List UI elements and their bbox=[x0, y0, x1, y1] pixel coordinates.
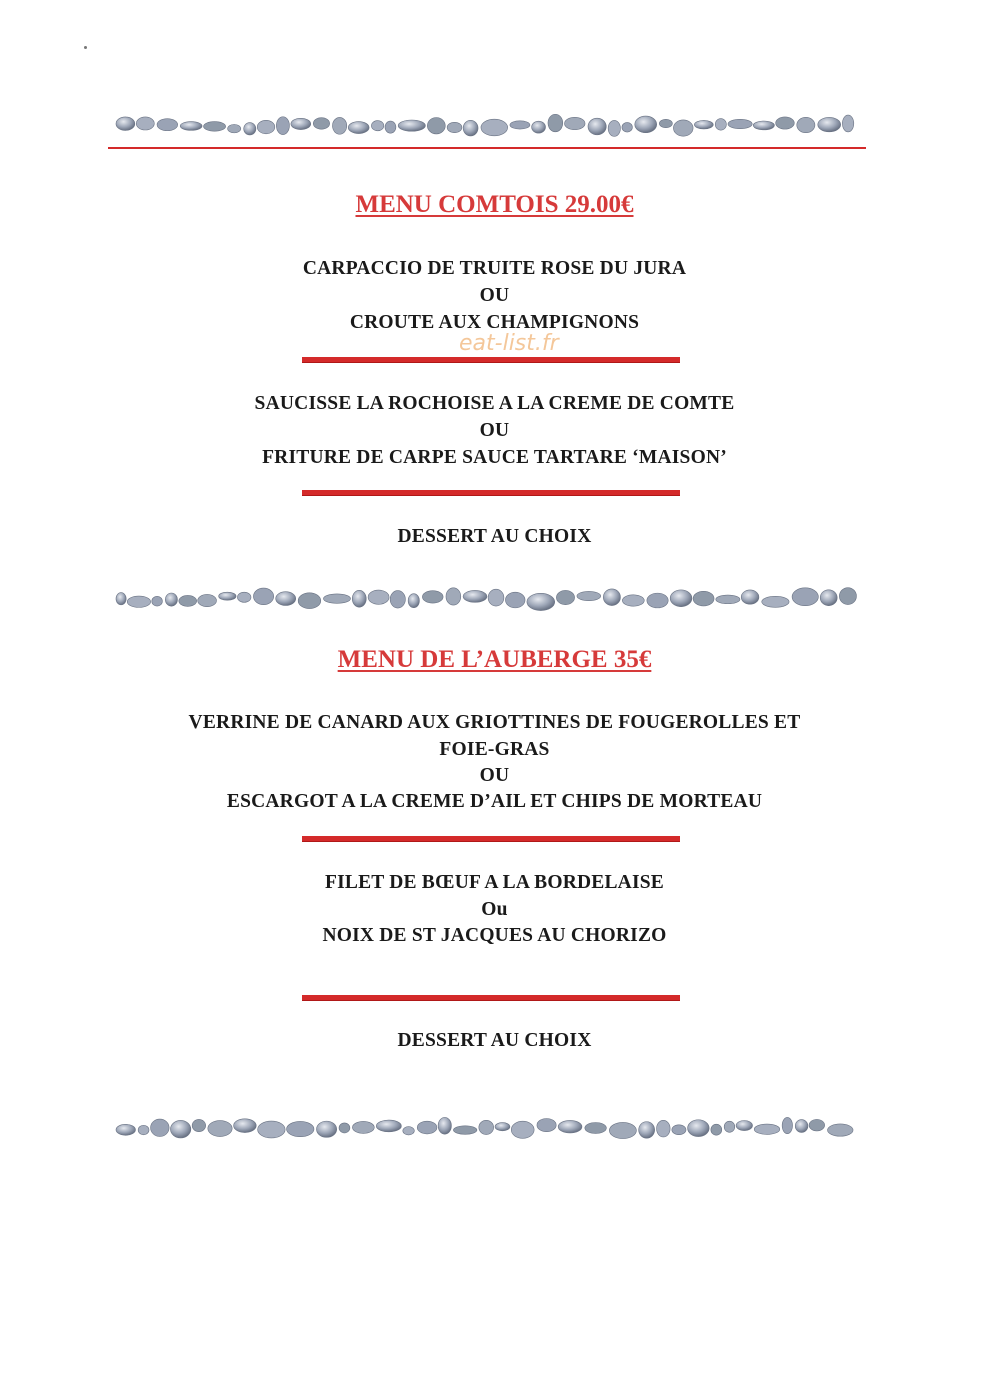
menu-comtois-title: MENU COMTOIS 29.00€ bbox=[355, 191, 634, 218]
pebble bbox=[313, 118, 329, 130]
pebble bbox=[711, 1124, 722, 1135]
pebble bbox=[622, 122, 632, 132]
pebble bbox=[622, 595, 644, 606]
pebble bbox=[688, 1120, 710, 1137]
pebble bbox=[136, 117, 154, 130]
pebble bbox=[693, 591, 714, 606]
pebble bbox=[670, 590, 692, 607]
pebble bbox=[588, 118, 606, 135]
pebble bbox=[842, 115, 853, 132]
pebble bbox=[635, 116, 657, 133]
pebble bbox=[348, 122, 369, 134]
menu1-divider-1 bbox=[302, 357, 680, 362]
pebble bbox=[828, 1124, 853, 1136]
pebble bbox=[608, 120, 620, 136]
pebble bbox=[481, 119, 508, 136]
menu-auberge-title: MENU DE L’AUBERGE 35€ bbox=[337, 646, 652, 673]
pebble bbox=[537, 1118, 556, 1131]
pebble bbox=[371, 121, 383, 131]
pebble bbox=[198, 594, 217, 606]
pebble bbox=[152, 596, 163, 606]
pebble bbox=[754, 1124, 780, 1134]
pebble bbox=[753, 121, 774, 130]
pebble bbox=[339, 1123, 350, 1133]
pebble bbox=[352, 590, 366, 607]
pebble bbox=[782, 1117, 792, 1133]
menu1-main-line-3: FRITURE DE CARPE SAUCE TARTARE ‘MAISON’ bbox=[262, 447, 727, 468]
pebble bbox=[317, 1121, 337, 1137]
pebble bbox=[809, 1119, 825, 1131]
menu2-main-line-3: NOIX DE ST JACQUES AU CHORIZO bbox=[322, 925, 667, 946]
menu1-main-line-1: SAUCISSE LA ROCHOISE A LA CREME DE COMTE bbox=[254, 393, 735, 414]
pebble bbox=[253, 588, 273, 605]
pebble bbox=[657, 1120, 671, 1137]
pebble bbox=[151, 1119, 170, 1136]
menu2-starter-line-3: OU bbox=[479, 765, 510, 786]
pebble bbox=[818, 117, 841, 131]
pebble bbox=[116, 593, 126, 605]
pebble bbox=[237, 592, 251, 602]
pebble bbox=[403, 1127, 415, 1135]
pebble bbox=[390, 591, 405, 608]
menu2-dessert: DESSERT AU CHOIX bbox=[397, 1030, 592, 1051]
pebble bbox=[463, 120, 478, 136]
pebble bbox=[352, 1121, 374, 1133]
pebble bbox=[422, 591, 443, 603]
pebble bbox=[558, 1120, 582, 1133]
pebble bbox=[398, 120, 425, 131]
pebble bbox=[376, 1120, 401, 1132]
pebble bbox=[797, 117, 815, 132]
pebble bbox=[577, 591, 601, 600]
pebble bbox=[157, 119, 178, 131]
pebble bbox=[180, 122, 202, 131]
pebble bbox=[792, 588, 818, 606]
menu2-starter-line-2: FOIE-GRAS bbox=[439, 739, 550, 760]
pebble bbox=[417, 1121, 437, 1134]
menu1-main-line-2: OU bbox=[479, 420, 510, 441]
menu2-divider-1 bbox=[302, 836, 680, 841]
pebble bbox=[505, 592, 525, 608]
pebble bbox=[715, 119, 726, 131]
pebble bbox=[447, 122, 462, 132]
pebble bbox=[556, 590, 574, 604]
menu1-starter-line-3: CROUTE AUX CHAMPIGNONS bbox=[349, 312, 640, 333]
pebble bbox=[839, 588, 856, 605]
pebble bbox=[438, 1117, 451, 1134]
pebble bbox=[179, 595, 197, 606]
pebble bbox=[385, 121, 396, 133]
pebble bbox=[694, 120, 713, 129]
pebble bbox=[138, 1125, 149, 1135]
pebble bbox=[510, 121, 530, 129]
menu2-main-line-2: Ou bbox=[481, 899, 508, 920]
pebble bbox=[724, 1121, 735, 1132]
pebble bbox=[736, 1120, 752, 1130]
pebble-border-middle bbox=[110, 584, 860, 614]
pebble bbox=[659, 119, 672, 127]
pebble bbox=[258, 1121, 286, 1138]
pebble bbox=[408, 594, 419, 608]
pebble bbox=[741, 590, 759, 604]
watermark: eat-list.fr bbox=[459, 331, 559, 356]
pebble bbox=[820, 590, 837, 606]
pebble bbox=[762, 596, 789, 607]
pebble bbox=[479, 1120, 494, 1134]
pebble bbox=[208, 1121, 232, 1137]
pebble bbox=[446, 588, 461, 605]
pebble bbox=[603, 589, 620, 606]
pebble bbox=[728, 119, 752, 128]
pebble bbox=[244, 123, 256, 135]
menu1-starter-line-1: CARPACCIO DE TRUITE ROSE DU JURA bbox=[302, 258, 687, 279]
pebble bbox=[228, 124, 241, 133]
pebble bbox=[368, 590, 389, 604]
pebble bbox=[323, 594, 350, 603]
pebble bbox=[511, 1121, 534, 1138]
pebble bbox=[527, 593, 555, 610]
pebble bbox=[116, 1124, 135, 1135]
pebble bbox=[276, 117, 289, 135]
scan-speck bbox=[84, 46, 87, 49]
pebble bbox=[647, 593, 668, 608]
menu2-divider-2 bbox=[302, 995, 680, 1000]
pebble bbox=[204, 122, 226, 132]
pebble bbox=[427, 118, 445, 134]
menu1-divider-2 bbox=[302, 490, 680, 495]
pebble bbox=[170, 1120, 190, 1138]
pebble bbox=[127, 596, 150, 607]
pebble bbox=[298, 593, 321, 609]
pebble bbox=[488, 589, 504, 606]
menu1-dessert: DESSERT AU CHOIX bbox=[397, 526, 592, 547]
pebble bbox=[234, 1119, 257, 1133]
menu1-starter-line-2: OU bbox=[479, 285, 510, 306]
pebble bbox=[332, 117, 346, 134]
pebble bbox=[219, 592, 236, 600]
pebble bbox=[165, 593, 177, 606]
pebble bbox=[116, 117, 135, 131]
pebble bbox=[795, 1120, 808, 1133]
pebble bbox=[453, 1126, 477, 1134]
menu2-starter-line-4: ESCARGOT A LA CREME D’AIL ET CHIPS DE MORTEAU bbox=[226, 791, 763, 812]
pebble bbox=[548, 114, 563, 132]
pebble bbox=[532, 121, 546, 133]
pebble-border-bottom bbox=[110, 1113, 860, 1143]
pebble bbox=[276, 592, 296, 606]
pebble bbox=[776, 117, 795, 129]
pebble bbox=[609, 1122, 636, 1138]
pebble-border-top bbox=[110, 111, 860, 141]
pebble bbox=[257, 120, 275, 134]
pebble bbox=[585, 1122, 607, 1133]
pebble bbox=[291, 118, 311, 129]
pebble bbox=[463, 590, 487, 602]
header-red-rule bbox=[108, 147, 866, 149]
pebble bbox=[495, 1123, 510, 1131]
pebble bbox=[287, 1121, 314, 1136]
pebble bbox=[639, 1122, 655, 1139]
pebble bbox=[716, 595, 740, 604]
pebble bbox=[192, 1119, 205, 1131]
pebble bbox=[672, 1125, 686, 1135]
pebble bbox=[673, 120, 693, 136]
menu2-starter-line-1: VERRINE DE CANARD AUX GRIOTTINES DE FOUGEROLLES ET bbox=[188, 712, 801, 733]
menu2-main-line-1: FILET DE BŒUF A LA BORDELAISE bbox=[324, 872, 665, 893]
pebble bbox=[564, 117, 585, 129]
